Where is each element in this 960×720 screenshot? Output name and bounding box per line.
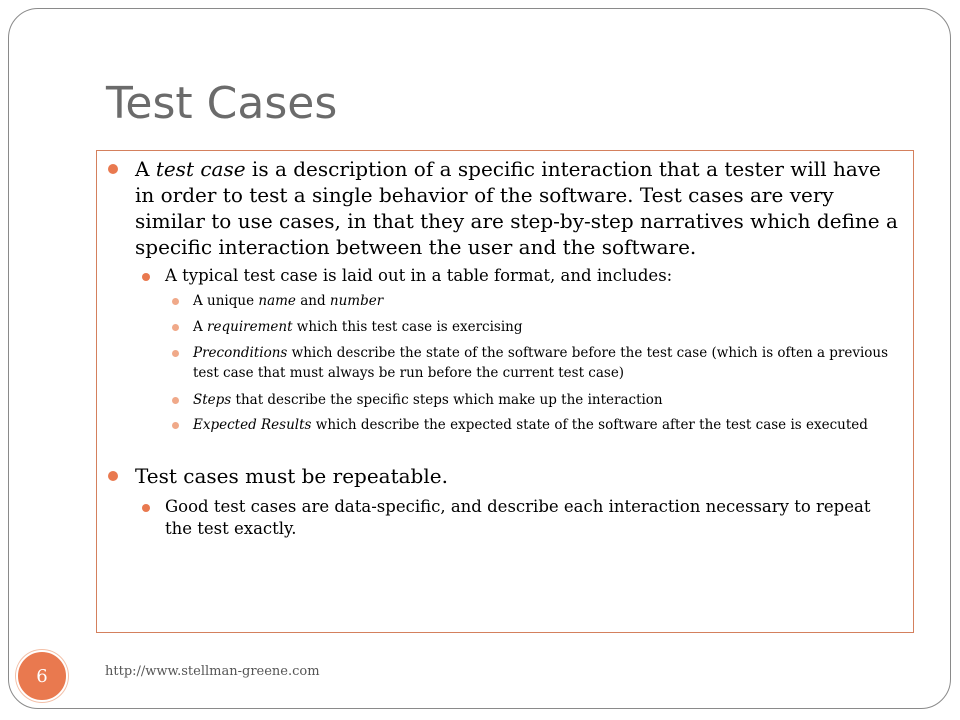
bullet-icon [172,422,179,429]
bullet-text-emphasis: requirement [207,319,293,335]
bullet-text-pre: A unique [193,293,259,309]
bullet-requirement [193,317,905,337]
bullet-icon [172,397,179,404]
bullet-icon [142,273,150,281]
content-box [96,150,914,633]
slide-title: Test Cases [106,78,338,129]
bullet-text-mid: and [295,293,330,309]
bullet-text-emphasis: Expected Results [193,417,312,433]
bullet-icon [142,504,150,512]
slide-number-badge: 6 [16,650,68,702]
bullet-text-post: which this test case is exercising [292,319,523,335]
bullet-text-emphasis: name [258,293,296,309]
bullet-steps [193,390,905,410]
bullet-typical-test-case: A typical test case is laid out in a table format, and includes: [165,266,673,285]
bullet-text-emphasis: test case [155,157,246,181]
bullet-text-pre: A [193,319,208,335]
bullet-expected-results [193,415,905,435]
bullet-text-emphasis: Steps [193,392,232,408]
bullet-text-post: that describe the specific steps which make up the interaction [231,392,663,408]
bullet-icon [172,350,179,357]
bullet-text-post: which describe the expected state of the software after the test case is executed [311,417,868,433]
bullet-icon [172,298,179,305]
bullet-text-emphasis: Preconditions [193,345,288,361]
bullet-test-case-definition [135,156,905,260]
bullet-repeatable: Test cases must be repeatable. [135,464,448,488]
bullet-text-emphasis: number [329,293,384,309]
bullet-preconditions [193,343,905,383]
bullet-text-post: is a description of a specific interaction that a tester will have in order to test a single behavior of the software. Test cases are very similar to use cases, in that they are step-by-step narratives which define a specific interaction between the user and the software. [135,157,898,259]
bullet-icon [108,471,118,481]
footer-url: http://www.stellman-greene.com [105,664,320,679]
bullet-text-post: which describe the state of the software before the test case (which is often a previous test case that must always be run before the current test case) [193,345,889,381]
bullet-icon [172,324,179,331]
bullet-data-specific: Good test cases are data-specific, and describe each interaction necessary to repeat the test exactly. [165,497,871,538]
bullet-icon [108,164,118,174]
bullet-name-number [193,291,905,311]
bullet-text-pre: A [135,157,156,181]
